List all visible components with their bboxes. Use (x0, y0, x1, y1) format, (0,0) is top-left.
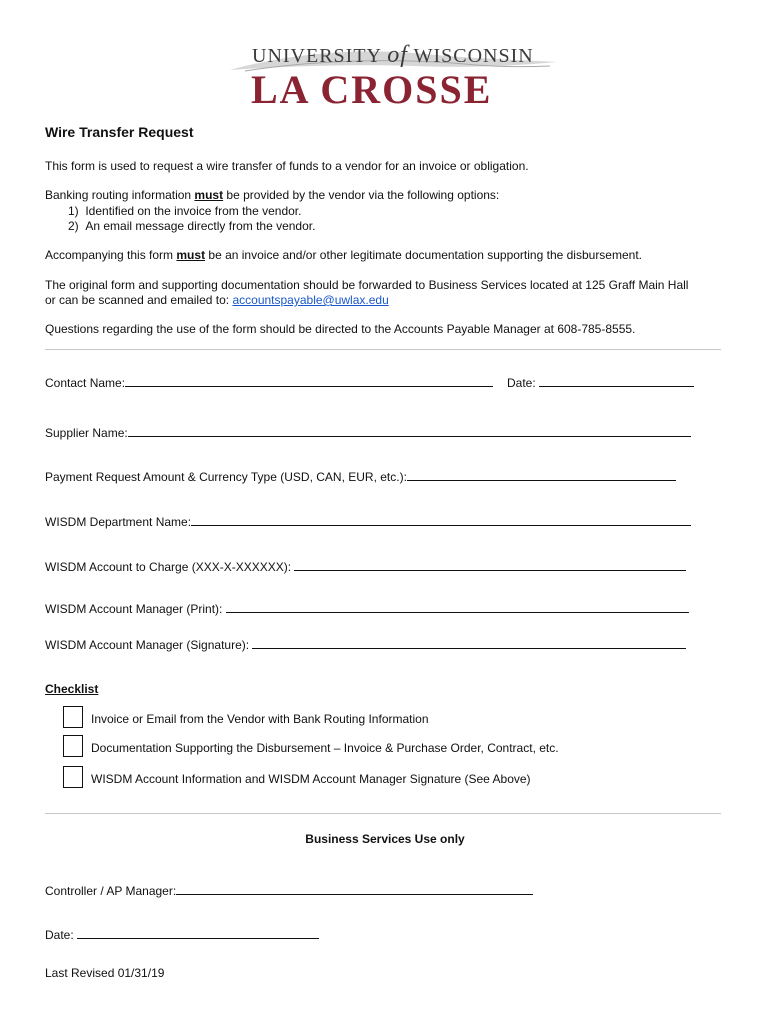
original-text-line2 (45, 293, 389, 307)
contact-name-label: Contact Name: (45, 376, 126, 390)
logo-wisconsin: WISCONSIN (413, 45, 534, 67)
routing-option-1 (68, 204, 301, 218)
logo-university: UNIVERSITY (252, 45, 382, 67)
payment-amount-field[interactable] (45, 468, 676, 484)
wisdm-account-field[interactable] (45, 558, 686, 574)
date-field[interactable] (507, 374, 694, 390)
routing-pre: Banking routing information (45, 188, 195, 202)
checklist-item-3: WISDM Account Information and WISDM Account Manager Signature (See Above) (91, 772, 531, 786)
payment-amount-label: Payment Request Amount & Currency Type (USD, CAN, EUR, etc.): (45, 470, 407, 484)
checklist-heading: Checklist (45, 682, 99, 696)
wisdm-manager-signature-line[interactable] (252, 636, 686, 649)
controller-field[interactable] (45, 882, 533, 898)
option-number: 1) (68, 204, 79, 218)
bs-date-line[interactable] (77, 926, 319, 939)
wisdm-department-field[interactable] (45, 513, 691, 529)
checklist-checkbox-3[interactable] (63, 766, 83, 788)
wisdm-account-line[interactable] (294, 558, 686, 571)
questions-text: Questions regarding the use of the form should be directed to the Accounts Payable Manager at 608-785-8555. (45, 322, 636, 336)
checklist-item-1: Invoice or Email from the Vendor with Bank Routing Information (91, 712, 429, 726)
contact-name-line[interactable] (125, 374, 493, 387)
supplier-name-line[interactable] (128, 424, 691, 437)
checklist-item-2: Documentation Supporting the Disbursement – Invoice & Purchase Order, Contract, etc. (91, 741, 559, 755)
routing-post: be provided by the vendor via the following options: (223, 188, 500, 202)
option-text: Identified on the invoice from the vendor. (85, 204, 302, 218)
wisdm-manager-print-label: WISDM Account Manager (Print): (45, 602, 223, 616)
divider (45, 813, 721, 814)
bs-date-field[interactable] (45, 926, 319, 942)
original-line2-pre: or can be scanned and emailed to: (45, 293, 233, 307)
supplier-name-field[interactable] (45, 424, 691, 440)
date-line[interactable] (539, 374, 694, 387)
bs-date-label: Date: (45, 928, 74, 942)
original-text-line1: The original form and supporting documentation should be forwarded to Business Services located at 125 Graff Main Hall (45, 278, 689, 292)
business-services-heading: Business Services Use only (305, 832, 465, 846)
supplier-name-label: Supplier Name: (45, 426, 128, 440)
wisdm-account-label: WISDM Account to Charge (XXX-X-XXXXXX): (45, 560, 292, 574)
accompanying-post: be an invoice and/or other legitimate documentation supporting the disbursement. (205, 248, 642, 262)
controller-label: Controller / AP Manager: (45, 884, 177, 898)
wisdm-manager-print-line[interactable] (226, 600, 689, 613)
date-label: Date: (507, 376, 536, 390)
form-title: Wire Transfer Request (45, 124, 194, 140)
university-logo (225, 40, 560, 110)
routing-must: must (194, 188, 224, 202)
logo-of: of (387, 42, 408, 68)
wisdm-manager-print-field[interactable] (45, 600, 689, 616)
wisdm-department-label: WISDM Department Name: (45, 515, 192, 529)
payment-amount-line[interactable] (407, 468, 676, 481)
divider (45, 349, 721, 350)
logo-la-crosse: LA CROSSE (251, 67, 493, 110)
option-text: An email message directly from the vendor. (85, 219, 316, 233)
accounts-payable-email-link[interactable]: accountspayable@uwlax.edu (232, 293, 389, 307)
wisdm-manager-signature-label: WISDM Account Manager (Signature): (45, 638, 250, 652)
contact-name-field[interactable] (45, 374, 493, 390)
option-number: 2) (68, 219, 79, 233)
controller-line[interactable] (176, 882, 533, 895)
checklist-checkbox-1[interactable] (63, 706, 83, 728)
wisdm-department-line[interactable] (191, 513, 691, 526)
last-revised: Last Revised 01/31/19 (45, 966, 165, 980)
accompanying-text (45, 248, 642, 262)
routing-option-2 (68, 219, 315, 233)
wisdm-manager-signature-field[interactable] (45, 636, 686, 652)
accompanying-pre: Accompanying this form (45, 248, 177, 262)
checklist-checkbox-2[interactable] (63, 735, 83, 757)
accompanying-must: must (176, 248, 206, 262)
intro-text: This form is used to request a wire transfer of funds to a vendor for an invoice or obligation. (45, 159, 529, 173)
routing-text (45, 188, 499, 202)
svg-text:UNIVERSITY of WISCONSI (252, 42, 534, 68)
